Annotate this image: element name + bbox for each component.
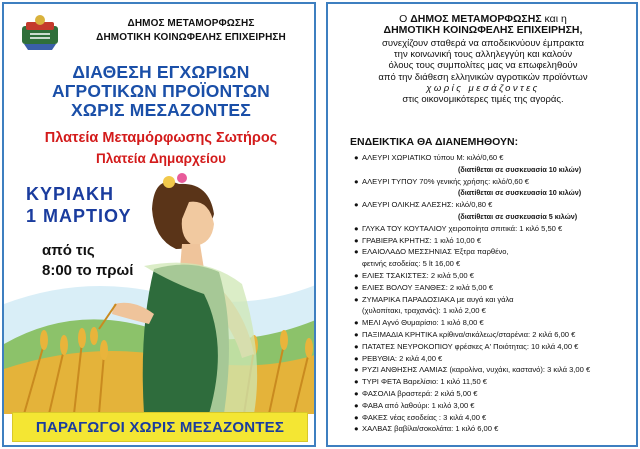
intro-and: και η — [544, 13, 567, 25]
location-detail: Πλατεία Δημαρχείου — [95, 151, 227, 166]
bullet-icon: ● — [354, 377, 359, 387]
list-item: ● ΦΑΚΕΣ νέας εσοδείας : 3 κιλά 4,00 € — [354, 412, 487, 422]
list-item: ● ΠΑΞΙΜΑΔΙΑ ΚΡΗΤΙΚΑ κρίθινα/σικάλεως/σταρένια: 2 κιλά 6,00 € — [354, 329, 576, 339]
product-list-heading: ΕΝΔΕΙΚΤΙΚΑ ΘΑ ΔΙΑΝΕΜΗΘΟΥΝ: — [350, 136, 519, 148]
list-item: ● ΖΥΜΑΡΙΚΑ ΠΑΡΑΔΟΣΙΑΚΑ με αυγά και γάλα — [354, 294, 514, 304]
bullet-icon: ● — [354, 247, 359, 257]
municipality-name: ΔΗΜΟΣ ΜΕΤΑΜΟΡΦΩΣΗΣ — [127, 18, 255, 29]
bullet-icon: ● — [354, 176, 359, 186]
list-item: ● ΤΥΡΙ ΦΕΤΑ Βαρελίσιο: 1 κιλό 11,50 € — [354, 377, 488, 387]
bullet-icon: ● — [354, 412, 359, 422]
list-item-note: (διατίθεται σε συσκευασία 10 κιλών) — [458, 188, 582, 198]
footer-banner — [12, 412, 308, 442]
intro-line: από την διάθεση ελληνικών αγροτικών προϊόντων — [378, 71, 588, 83]
poster-right — [326, 2, 638, 447]
bullet-icon: ● — [354, 223, 359, 233]
list-item-note: (διατίθεται σε συσκευασία 10 κιλών) — [458, 164, 582, 174]
location-square-name: Πλατεία Μεταμόρφωσης Σωτήρος — [44, 130, 278, 146]
list-item: ● ΕΛΙΕΣ ΤΣΑΚΙΣΤΕΣ: 2 κιλά 5,00 € — [354, 270, 474, 280]
list-item-continuation: φετινής εσοδείας: 5 lt 16,00 € — [362, 259, 461, 269]
list-item: ● ΡΥΖΙ ΑΝΘΗΣΗΣ ΛΑΜΙΑΣ (καρολίνα, νυχάκι, καστανό): 3 κιλά 3,00 € — [354, 365, 591, 375]
intro-header — [332, 14, 634, 36]
intro-prefix: Ο — [399, 13, 408, 25]
list-item: ● ΑΛΕΥΡΙ ΟΛΙΚΗΣ ΑΛΕΣΗΣ: κιλό/0,80 € — [354, 200, 493, 210]
intro-line: συνεχίζουν σταθερά να αποδεικνύουν έμπρακτα — [382, 38, 584, 49]
bullet-icon: ● — [354, 353, 359, 363]
bullet-icon: ● — [354, 282, 359, 292]
list-item: ● ΕΛΙΕΣ ΒΟΛΟΥ ΞΑΝΘΕΣ: 2 κιλά 5,00 € — [354, 282, 494, 292]
list-item: ● ΡΕΒΥΘΙΑ: 2 κιλά 4,00 € — [354, 353, 443, 363]
bullet-icon: ● — [354, 294, 359, 304]
bullet-icon: ● — [354, 400, 359, 410]
bullet-icon: ● — [354, 329, 359, 339]
list-item: ● ΦΑΣΟΛΙΑ βραστερά: 2 κιλά 5,00 € — [354, 388, 478, 398]
event-day: ΚΥΡΙΑΚΗ — [26, 184, 115, 204]
bullet-icon: ● — [354, 270, 359, 280]
intro-line: όλους τους συμπολίτες μας να επωφεληθούν — [388, 60, 578, 72]
intro-line: στις οικονομικότερες τιμές της αγοράς. — [402, 94, 564, 106]
event-date: 1 ΜΑΡΤΙΟΥ — [26, 206, 132, 226]
intro-municipality: ΔΗΜΟΣ ΜΕΤΑΜΟΡΦΩΣΗΣ — [410, 13, 542, 25]
bullet-icon: ● — [354, 153, 359, 162]
list-item: ● ΑΛΕΥΡΙ ΧΩΡΙΑΤΙΚΟ τύπου Μ: κιλό/0,60 € — [354, 153, 504, 162]
bullet-icon: ● — [354, 365, 359, 375]
event-time: 8:00 το πρωί — [42, 262, 134, 279]
bullet-icon: ● — [354, 235, 359, 245]
event-from-label: από τις — [42, 242, 95, 259]
enterprise-name: ΔΗΜΟΤΙΚΗ ΚΟΙΝΩΦΕΛΗΣ ΕΠΙΧΕΙΡΗΣΗ — [96, 32, 286, 43]
list-item: ● ΧΑΛΒΑΣ βαβίλα/σοκολάτα: 1 κιλό 6,00 € — [354, 424, 499, 434]
poster-title-line-2: ΑΓΡΟΤΙΚΩΝ ΠΡΟΪΟΝΤΩΝ — [51, 81, 271, 101]
list-item: ● ΜΕΛΙ Αγνό Θυμαρίσιο: 1 κιλό 8,00 € — [354, 318, 484, 328]
intro-spaced-line: χωρίς μεσάζοντες — [426, 82, 540, 94]
poster-title-line-3: ΧΩΡΙΣ ΜΕΣΑΖΟΝΤΕΣ — [71, 100, 251, 120]
list-item: ● ΠΑΤΑΤΕΣ ΝΕΥΡΟΚΟΠΙΟΥ φρέσκες Α' Ποιότητας: 10 κιλά 4,00 € — [354, 341, 579, 351]
bullet-icon: ● — [354, 200, 359, 210]
intro-line: την κοινωνική τους αλληλεγγύη και καλούν — [393, 49, 573, 61]
list-item: ● ΦΑΒΑ από λαθούρι: 1 κιλό 3,00 € — [354, 400, 475, 410]
list-item-note: (διατίθεται σε συσκευασία 5 κιλών) — [458, 211, 578, 221]
list-item: ● ΑΛΕΥΡΙ ΤΥΠΟΥ 70% γενικής χρήσης: κιλό/0,60 € — [354, 176, 529, 186]
intro-enterprise: ΔΗΜΟΤΙΚΗ ΚΟΙΝΩΦΕΛΗΣ ΕΠΙΧΕΙΡΗΣΗ, — [383, 24, 583, 37]
list-item: ● ΕΛΑΙΟΛΑΔΟ ΜΕΣΣΗΝΙΑΣ Έξτρα παρθένο, — [354, 247, 509, 257]
footer-banner-text: ΠΑΡΑΓΩΓΟΙ ΧΩΡΙΣ ΜΕΣΑΖΟΝΤΕΣ — [35, 418, 285, 436]
list-item: ● ΓΛΥΚΑ ΤΟΥ ΚΟΥΤΑΛΙΟΥ χειροποίητα σπιτικά: 1 κιλό 5,50 € — [354, 223, 563, 233]
bullet-icon: ● — [354, 318, 359, 328]
poster-title-line-1: ΔΙΑΘΕΣΗ ΕΓΧΩΡΙΩΝ — [72, 62, 250, 82]
product-list — [354, 152, 636, 435]
bullet-icon: ● — [354, 424, 359, 434]
list-item: ● ΓΡΑΒΙΕΡΑ ΚΡΗΤΗΣ: 1 κιλό 10,00 € — [354, 235, 482, 245]
bullet-icon: ● — [354, 388, 359, 398]
intro-body — [332, 38, 634, 105]
municipality-emblem-icon — [18, 12, 62, 52]
poster-left — [2, 2, 316, 447]
list-item-continuation: (χυλοπίτακι, τραχανάς): 1 κιλό 2,00 € — [362, 306, 486, 316]
bullet-icon: ● — [354, 341, 359, 351]
